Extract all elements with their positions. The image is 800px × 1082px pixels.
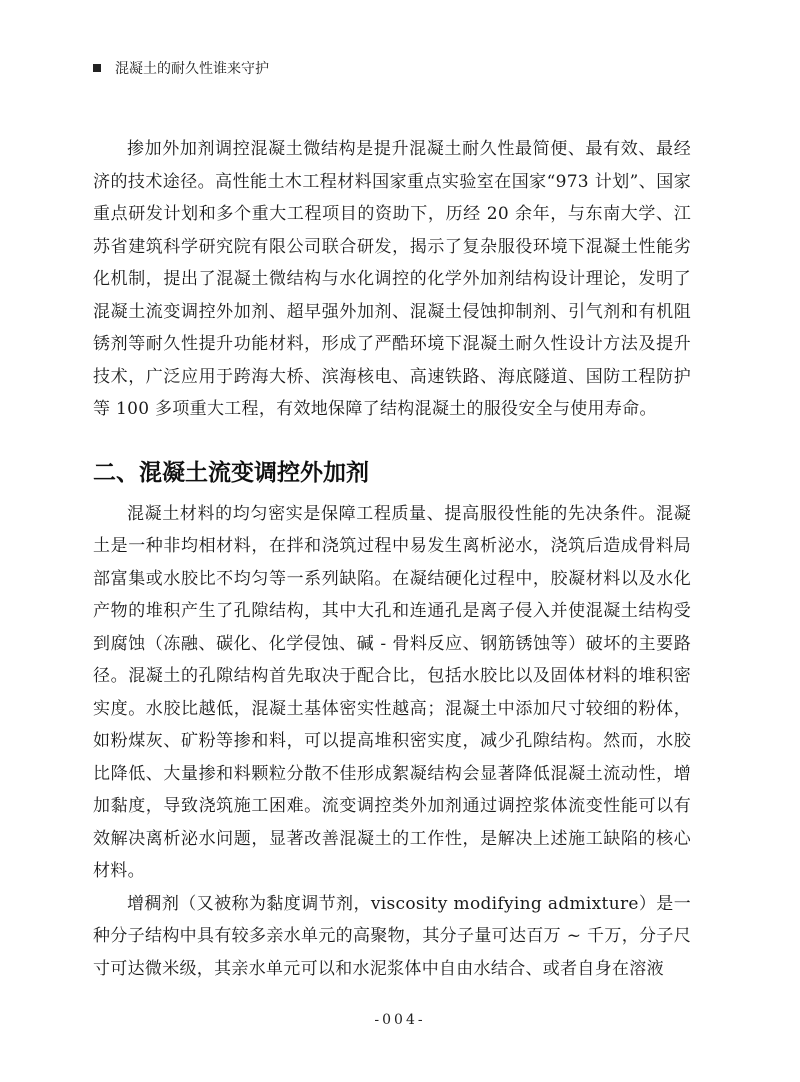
intro-paragraph: 掺加外加剂调控混凝土微结构是提升混凝土耐久性最简便、最有效、最经济的技术途径。高性能土木工程材料国家重点实验室在国家“973 计划”、国家重点研发计划和多个重大工程项目的资助下，历经 20 余年，与东南大学、江苏省建筑科学研究院有限公司联合研发，揭示了复杂服役环境下混凝土性能劣化机制，提出了混凝土微结构与水化调控的化学外加剂结构设计理论，发明了混凝土流变调控外加剂、超早强外加剂、混凝土侵蚀抑制剂、引气剂和有机阻锈剂等耐久性提升功能材料，形成了严酷环境下混凝土耐久性设计方法及提升技术，广泛应用于跨海大桥、滨海核电、高速铁路、海底隧道、国防工程防护等 100 多项重大工程，有效地保障了结构混凝土的服役安全与使用寿命。 (93, 139, 691, 419)
running-title: 混凝土的耐久性谁来守护 (115, 61, 269, 77)
page-number: -004- (374, 1012, 426, 1028)
section-paragraph-2: 增稠剂（又被称为黏度调节剂，viscosity modifying admixture）是一种分子结构中具有较多亲水单元的高聚物，其分子量可达百万 ~ 千万，分子尺寸可达微米级，其亲水单元可以和水泥浆体中自由水结合、或者自身在溶液 (93, 893, 691, 979)
running-header (93, 58, 269, 78)
section-heading: 二、混凝土流变调控外加剂 (93, 459, 369, 486)
section-paragraph-1: 混凝土材料的均匀密实是保障工程质量、提高服役性能的先决条件。混凝土是一种非均相材料，在拌和浇筑过程中易发生离析泌水，浇筑后造成骨料局部富集或水胶比不均匀等一系列缺陷。在凝结硬化过程中，胶凝材料以及水化产物的堆积产生了孔隙结构，其中大孔和连通孔是离子侵入并使混凝土结构受到腐蚀（冻融、碳化、化学侵蚀、碱 - 骨料反应、钢筋锈蚀等）破坏的主要路径。混凝土的孔隙结构首先取决于配合比，包括水胶比以及固体材料的堆积密实度。水胶比越低，混凝土基体密实性越高；混凝土中添加尺寸较细的粉体，如粉煤灰、矿粉等掺和料，可以提高堆积密实度，减少孔隙结构。然而，水胶比降低、大量掺和料颗粒分散不佳形成絮凝结构会显著降低混凝土流动性，增加黏度，导致浇筑施工困难。流变调控类外加剂通过调控浆体流变性能可以有效解决离析泌水问题，显著改善混凝土的工作性，是解决上述施工缺陷的核心材料。 (93, 503, 691, 881)
square-bullet-icon (93, 64, 101, 72)
page-body (93, 133, 691, 985)
